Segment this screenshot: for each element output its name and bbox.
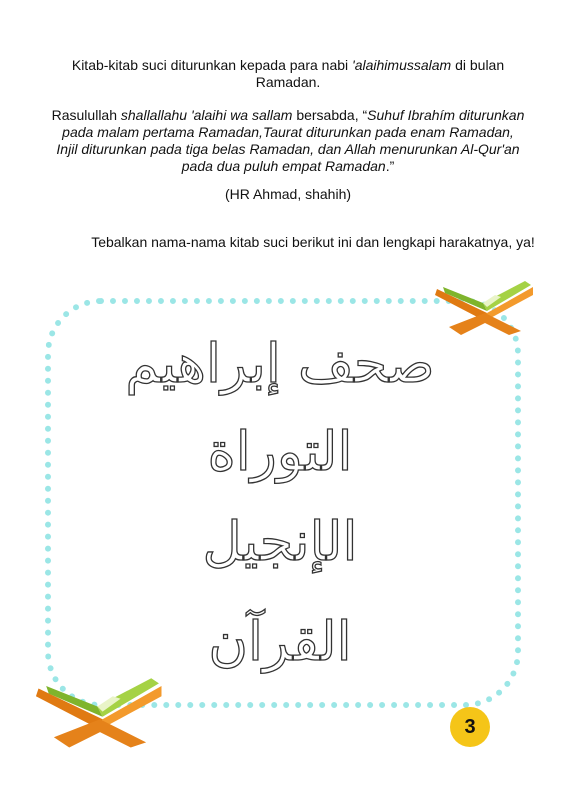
intro-text: Kitab-kitab suci diturunkan kepada para nabi: [71, 57, 353, 73]
hadith-text-2: bersabda, “: [292, 107, 368, 123]
arabic-tracing-taurat[interactable]: التوراة: [207, 420, 353, 483]
arabic-tracing-suhuf[interactable]: صحف إبراهيم: [125, 332, 435, 395]
hadith-salawat: shallallahu 'alaihi wa sallam: [120, 107, 293, 123]
quran-stand-icon: [34, 668, 166, 750]
hadith-text-end: .”: [385, 158, 395, 174]
instruction-text: Tebalkan nama-nama kitab suci berikut ini dan lengkapi harakatnya, ya!: [91, 234, 535, 250]
arabic-tracing-injil[interactable]: الإنجيل: [202, 510, 358, 573]
hadith-reference: (HR Ahmad, shahih): [224, 186, 352, 202]
intro-paragraph: [50, 57, 526, 91]
hadith-text: Rasulullah: [51, 107, 121, 123]
intro-text-end: di bulan Ramadan.: [255, 57, 505, 90]
quran-stand-icon: [434, 273, 536, 337]
arabic-tracing-quran[interactable]: القرآن: [208, 610, 352, 673]
page-number-badge: 3: [450, 707, 490, 747]
intro-italic: 'alaihimussalam: [352, 57, 452, 73]
hadith-paragraph: [50, 107, 526, 175]
hadith-quote: Suhuf Ibrahím diturunkan pada malam pertama Ramadan,Taurat diturunkan pada enam Ramadan, Injil diturunkan pada tiga belas Ramadan, dan Allah menurunkan Al-Qur'an pada dua puluh empat Ramadan: [56, 107, 525, 174]
